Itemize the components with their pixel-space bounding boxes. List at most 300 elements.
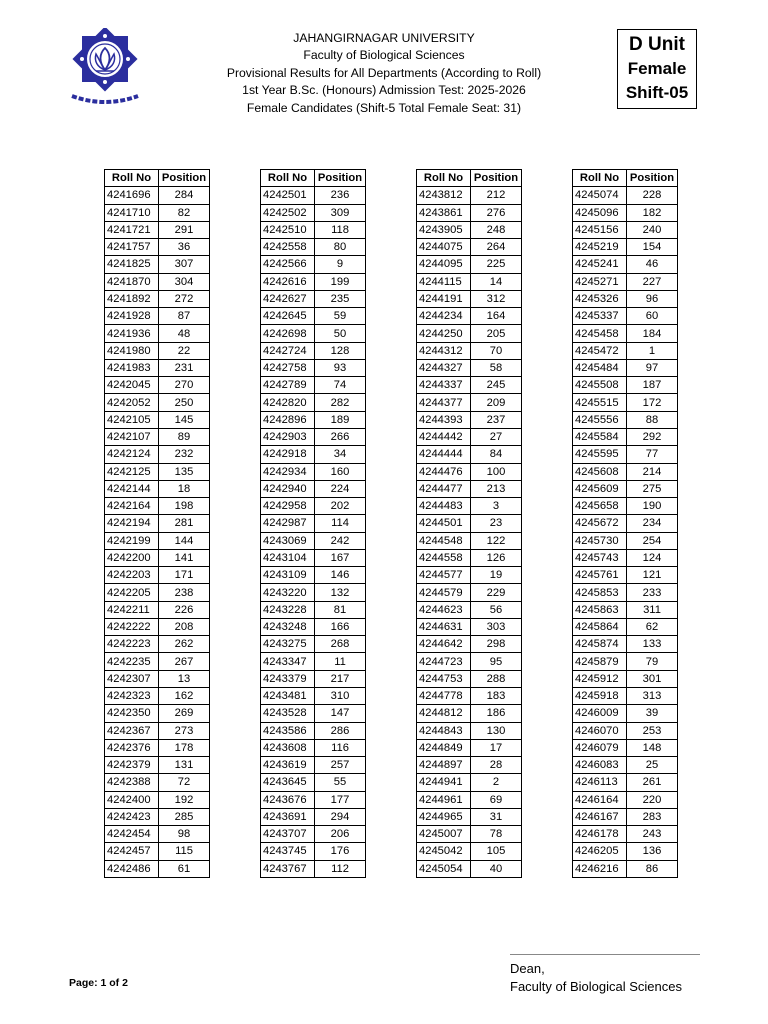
roll-no-cell: 4244095 (417, 256, 471, 273)
table-row (417, 791, 522, 808)
table-row (105, 325, 210, 342)
position-cell: 205 (471, 325, 522, 342)
position-cell: 72 (159, 774, 210, 791)
position-cell: 25 (627, 757, 678, 774)
roll-no-cell: 4245156 (573, 221, 627, 238)
table-row (105, 670, 210, 687)
position-cell: 269 (159, 705, 210, 722)
position-cell: 70 (471, 342, 522, 359)
roll-no-cell: 4241936 (105, 325, 159, 342)
table-row (573, 567, 678, 584)
gender-label: Female (627, 59, 687, 78)
position-cell: 121 (627, 567, 678, 584)
roll-no-cell: 4242400 (105, 791, 159, 808)
table-row (573, 774, 678, 791)
position-cell: 79 (627, 653, 678, 670)
roll-no-header: Roll No (105, 170, 159, 187)
table-row (417, 636, 522, 653)
table-row (417, 290, 522, 307)
table-row (261, 757, 366, 774)
table-row (417, 549, 522, 566)
roll-no-cell: 4245484 (573, 359, 627, 376)
roll-no-cell: 4241825 (105, 256, 159, 273)
table-row (261, 308, 366, 325)
table-row (261, 618, 366, 635)
roll-no-cell: 4243586 (261, 722, 315, 739)
roll-no-cell: 4242918 (261, 446, 315, 463)
table-row (105, 774, 210, 791)
position-cell: 198 (159, 498, 210, 515)
position-cell: 224 (315, 480, 366, 497)
roll-no-cell: 4244501 (417, 515, 471, 532)
table-row (105, 515, 210, 532)
table-row (573, 584, 678, 601)
table-row (417, 325, 522, 342)
roll-no-cell: 4243528 (261, 705, 315, 722)
roll-no-cell: 4244377 (417, 394, 471, 411)
roll-no-cell: 4245508 (573, 377, 627, 394)
roll-no-cell: 4244897 (417, 757, 471, 774)
position-cell: 304 (159, 273, 210, 290)
roll-no-cell: 4243691 (261, 808, 315, 825)
table-row (573, 722, 678, 739)
roll-no-cell: 4245918 (573, 687, 627, 704)
position-cell: 183 (471, 687, 522, 704)
position-cell: 254 (627, 532, 678, 549)
roll-no-cell: 4242379 (105, 757, 159, 774)
roll-no-header: Roll No (573, 170, 627, 187)
table-row (105, 256, 210, 273)
table-row (573, 791, 678, 808)
roll-no-cell: 4244234 (417, 308, 471, 325)
table-row (105, 808, 210, 825)
roll-no-cell: 4246079 (573, 739, 627, 756)
roll-no-cell: 4242367 (105, 722, 159, 739)
roll-no-cell: 4242958 (261, 498, 315, 515)
position-cell: 167 (315, 549, 366, 566)
table-row (417, 498, 522, 515)
roll-no-cell: 4242125 (105, 463, 159, 480)
position-cell: 283 (627, 808, 678, 825)
table-row (573, 359, 678, 376)
roll-no-cell: 4244753 (417, 670, 471, 687)
roll-no-cell: 4243347 (261, 653, 315, 670)
table-row (261, 601, 366, 618)
position-cell: 262 (159, 636, 210, 653)
position-cell: 115 (159, 843, 210, 860)
table-row (573, 498, 678, 515)
roll-no-cell: 4246205 (573, 843, 627, 860)
table-row (417, 411, 522, 428)
roll-no-cell: 4242454 (105, 826, 159, 843)
table-row (105, 463, 210, 480)
table-row (417, 221, 522, 238)
table-row (417, 463, 522, 480)
position-cell: 130 (471, 722, 522, 739)
roll-no-cell: 4243861 (417, 204, 471, 221)
table-row (261, 722, 366, 739)
position-cell: 273 (159, 722, 210, 739)
table-row (105, 757, 210, 774)
table-row (105, 480, 210, 497)
table-row (105, 549, 210, 566)
roll-no-cell: 4245271 (573, 273, 627, 290)
roll-no-cell: 4245042 (417, 843, 471, 860)
table-row (261, 428, 366, 445)
table-row (261, 221, 366, 238)
position-cell: 233 (627, 584, 678, 601)
position-cell: 190 (627, 498, 678, 515)
position-cell: 270 (159, 377, 210, 394)
position-cell: 162 (159, 687, 210, 704)
roll-no-header: Roll No (417, 170, 471, 187)
roll-no-header: Roll No (261, 170, 315, 187)
roll-no-cell: 4243275 (261, 636, 315, 653)
roll-no-cell: 4243109 (261, 567, 315, 584)
roll-no-cell: 4242235 (105, 653, 159, 670)
position-cell: 160 (315, 463, 366, 480)
table-row (261, 860, 366, 877)
roll-no-cell: 4243745 (261, 843, 315, 860)
table-row (105, 377, 210, 394)
table-row (573, 705, 678, 722)
roll-no-cell: 4245595 (573, 446, 627, 463)
roll-no-cell: 4241980 (105, 342, 159, 359)
roll-no-cell: 4243767 (261, 860, 315, 877)
table-row (105, 239, 210, 256)
roll-no-cell: 4242510 (261, 221, 315, 238)
position-cell: 234 (627, 515, 678, 532)
roll-no-cell: 4243228 (261, 601, 315, 618)
position-cell: 217 (315, 670, 366, 687)
table-row (417, 601, 522, 618)
position-cell: 105 (471, 843, 522, 860)
table-row (573, 532, 678, 549)
table-row (105, 843, 210, 860)
roll-no-cell: 4242323 (105, 687, 159, 704)
table-row (417, 670, 522, 687)
table-row (105, 791, 210, 808)
roll-no-cell: 4246167 (573, 808, 627, 825)
position-cell: 182 (627, 204, 678, 221)
table-row (261, 290, 366, 307)
roll-no-cell: 4244965 (417, 808, 471, 825)
roll-no-cell: 4244075 (417, 239, 471, 256)
table-row (261, 342, 366, 359)
table-row (417, 705, 522, 722)
table-row (105, 221, 210, 238)
roll-no-cell: 4245608 (573, 463, 627, 480)
table-row (261, 446, 366, 463)
position-cell: 298 (471, 636, 522, 653)
position-cell: 59 (315, 308, 366, 325)
roll-no-cell: 4243905 (417, 221, 471, 238)
table-row (573, 826, 678, 843)
roll-no-cell: 4245219 (573, 239, 627, 256)
position-cell: 27 (471, 428, 522, 445)
position-cell: 281 (159, 515, 210, 532)
unit-box (617, 29, 697, 109)
roll-no-cell: 4244312 (417, 342, 471, 359)
table-row (573, 446, 678, 463)
position-cell: 154 (627, 239, 678, 256)
roll-no-cell: 4244250 (417, 325, 471, 342)
position-cell: 235 (315, 290, 366, 307)
table-row (417, 342, 522, 359)
position-cell: 9 (315, 256, 366, 273)
position-cell: 240 (627, 221, 678, 238)
position-cell: 171 (159, 567, 210, 584)
roll-no-cell: 4246070 (573, 722, 627, 739)
position-cell: 77 (627, 446, 678, 463)
roll-no-cell: 4246083 (573, 757, 627, 774)
position-cell: 132 (315, 584, 366, 601)
position-cell: 133 (627, 636, 678, 653)
table-row (261, 411, 366, 428)
table-row (261, 480, 366, 497)
roll-no-cell: 4242934 (261, 463, 315, 480)
table-row (105, 498, 210, 515)
roll-no-cell: 4242194 (105, 515, 159, 532)
results-table (416, 169, 522, 878)
roll-no-cell: 4245007 (417, 826, 471, 843)
roll-no-cell: 4245874 (573, 636, 627, 653)
position-cell: 40 (471, 860, 522, 877)
position-cell: 135 (159, 463, 210, 480)
position-cell: 144 (159, 532, 210, 549)
table-row (417, 774, 522, 791)
table-row (261, 687, 366, 704)
roll-no-cell: 4245761 (573, 567, 627, 584)
roll-no-cell: 4244337 (417, 377, 471, 394)
results-table (260, 169, 366, 878)
position-cell: 286 (315, 722, 366, 739)
table-row (417, 843, 522, 860)
roll-no-cell: 4245556 (573, 411, 627, 428)
position-cell: 145 (159, 411, 210, 428)
table-row (417, 394, 522, 411)
university-logo (66, 28, 144, 110)
table-row (417, 515, 522, 532)
table-row (573, 618, 678, 635)
table-row (417, 308, 522, 325)
table-row (417, 256, 522, 273)
roll-no-cell: 4242144 (105, 480, 159, 497)
position-cell: 46 (627, 256, 678, 273)
table-row (417, 584, 522, 601)
position-cell: 55 (315, 774, 366, 791)
position-cell: 112 (315, 860, 366, 877)
position-cell: 189 (315, 411, 366, 428)
roll-no-cell: 4242164 (105, 498, 159, 515)
position-cell: 93 (315, 359, 366, 376)
position-cell: 61 (159, 860, 210, 877)
position-cell: 312 (471, 290, 522, 307)
position-cell: 267 (159, 653, 210, 670)
roll-no-cell: 4245730 (573, 532, 627, 549)
table-row (105, 359, 210, 376)
position-cell: 176 (315, 843, 366, 860)
table-row (417, 860, 522, 877)
roll-no-cell: 4242820 (261, 394, 315, 411)
unit-label: D Unit (629, 34, 685, 55)
table-row (261, 463, 366, 480)
roll-no-cell: 4244631 (417, 618, 471, 635)
position-cell: 97 (627, 359, 678, 376)
roll-no-cell: 4246216 (573, 860, 627, 877)
table-row (105, 826, 210, 843)
position-cell: 228 (627, 187, 678, 204)
roll-no-cell: 4242903 (261, 428, 315, 445)
roll-no-cell: 4245853 (573, 584, 627, 601)
position-cell: 172 (627, 394, 678, 411)
position-cell: 250 (159, 394, 210, 411)
roll-no-cell: 4242222 (105, 618, 159, 635)
faculty-name: Faculty of Biological Sciences (303, 48, 465, 63)
roll-no-cell: 4242124 (105, 446, 159, 463)
table-row (261, 826, 366, 843)
table-row (261, 498, 366, 515)
position-cell: 307 (159, 256, 210, 273)
table-row (105, 601, 210, 618)
university-name: JAHANGIRNAGAR UNIVERSITY (293, 31, 475, 45)
roll-no-cell: 4245241 (573, 256, 627, 273)
position-cell: 96 (627, 290, 678, 307)
position-cell: 23 (471, 515, 522, 532)
table-row (417, 808, 522, 825)
roll-no-cell: 4244442 (417, 428, 471, 445)
table-row (573, 808, 678, 825)
position-cell: 310 (315, 687, 366, 704)
table-row (105, 308, 210, 325)
results-title: Provisional Results for All Departments (According to Roll) (226, 65, 542, 80)
table-row (417, 532, 522, 549)
table-row (417, 722, 522, 739)
roll-no-cell: 4241721 (105, 221, 159, 238)
roll-no-cell: 4244191 (417, 290, 471, 307)
table-row (105, 618, 210, 635)
position-cell: 266 (315, 428, 366, 445)
position-cell: 89 (159, 428, 210, 445)
table-header-row (573, 170, 678, 187)
position-cell: 187 (627, 377, 678, 394)
table-row (105, 204, 210, 221)
roll-no-cell: 4244623 (417, 601, 471, 618)
position-cell: 292 (627, 428, 678, 445)
position-header: Position (627, 170, 678, 187)
position-cell: 301 (627, 670, 678, 687)
position-cell: 39 (627, 705, 678, 722)
table-row (417, 826, 522, 843)
position-cell: 141 (159, 549, 210, 566)
roll-no-cell: 4243104 (261, 549, 315, 566)
roll-no-cell: 4242558 (261, 239, 315, 256)
table-row (105, 273, 210, 290)
position-cell: 69 (471, 791, 522, 808)
position-cell: 128 (315, 342, 366, 359)
table-row (417, 359, 522, 376)
table-row (261, 653, 366, 670)
position-cell: 232 (159, 446, 210, 463)
roll-no-cell: 4244723 (417, 653, 471, 670)
roll-no-cell: 4244444 (417, 446, 471, 463)
table-row (105, 446, 210, 463)
table-row (261, 808, 366, 825)
table-row (261, 515, 366, 532)
position-cell: 225 (471, 256, 522, 273)
roll-no-cell: 4246164 (573, 791, 627, 808)
roll-no-cell: 4241696 (105, 187, 159, 204)
position-cell: 81 (315, 601, 366, 618)
table-row (573, 549, 678, 566)
table-row (261, 187, 366, 204)
table-header-row (105, 170, 210, 187)
roll-no-cell: 4244477 (417, 480, 471, 497)
table-row (105, 532, 210, 549)
position-cell: 261 (627, 774, 678, 791)
position-cell: 78 (471, 826, 522, 843)
position-cell: 208 (159, 618, 210, 635)
roll-no-cell: 4244577 (417, 567, 471, 584)
roll-no-cell: 4246009 (573, 705, 627, 722)
position-cell: 62 (627, 618, 678, 635)
signatory-block (510, 960, 682, 996)
table-row (573, 308, 678, 325)
table-row (417, 739, 522, 756)
roll-no-cell: 4242203 (105, 567, 159, 584)
position-cell: 95 (471, 653, 522, 670)
table-row (573, 670, 678, 687)
table-row (417, 204, 522, 221)
position-cell: 268 (315, 636, 366, 653)
position-cell: 80 (315, 239, 366, 256)
position-cell: 114 (315, 515, 366, 532)
results-table (572, 169, 678, 878)
table-row (261, 705, 366, 722)
roll-no-cell: 4242211 (105, 601, 159, 618)
table-row (573, 256, 678, 273)
table-row (573, 739, 678, 756)
table-row (261, 273, 366, 290)
roll-no-cell: 4245863 (573, 601, 627, 618)
table-row (417, 480, 522, 497)
table-row (105, 860, 210, 877)
table-row (261, 774, 366, 791)
table-row (573, 428, 678, 445)
position-header: Position (315, 170, 366, 187)
table-row (417, 446, 522, 463)
position-cell: 206 (315, 826, 366, 843)
table-row (105, 187, 210, 204)
table-row (417, 239, 522, 256)
roll-no-cell: 4244812 (417, 705, 471, 722)
position-cell: 118 (315, 221, 366, 238)
roll-no-cell: 4241870 (105, 273, 159, 290)
candidates-info: Female Candidates (Shift-5 Total Female Seat: 31) (246, 100, 522, 115)
table-row (417, 618, 522, 635)
roll-no-cell: 4244579 (417, 584, 471, 601)
table-row (417, 273, 522, 290)
roll-no-cell: 4241983 (105, 359, 159, 376)
table-row (105, 739, 210, 756)
roll-no-cell: 4242987 (261, 515, 315, 532)
roll-no-cell: 4243608 (261, 739, 315, 756)
roll-no-cell: 4244393 (417, 411, 471, 428)
table-row (573, 860, 678, 877)
roll-no-cell: 4242388 (105, 774, 159, 791)
roll-no-cell: 4242199 (105, 532, 159, 549)
roll-no-cell: 4243645 (261, 774, 315, 791)
